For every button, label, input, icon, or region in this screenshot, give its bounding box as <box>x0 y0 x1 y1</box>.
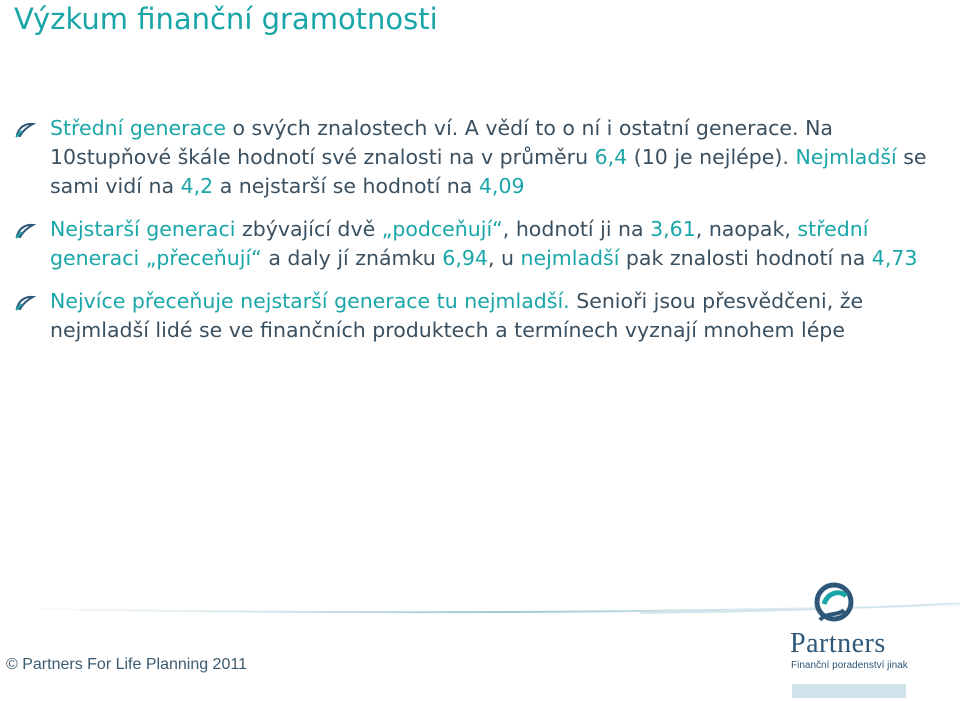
leaf-bullet-icon <box>14 119 36 139</box>
text-segment: a daly jí známku <box>261 246 443 270</box>
text-segment: střední generaci „přeceňují“ <box>50 217 869 270</box>
text-segment: a nejstarší se hodnotí na <box>213 174 479 198</box>
text-segment: 4,09 <box>478 174 525 198</box>
text-segment: (10 je nejlépe). <box>627 145 796 169</box>
text-segment: 6,94 <box>442 246 488 270</box>
text-segment: 4,73 <box>871 246 918 270</box>
text-segment: nejmladší <box>520 246 620 270</box>
text-segment: o svých znalostech ví. A vědí to o ní i ostatní generace. Na 10stupňové škále hodnotí své znalosti na v průměru <box>50 116 833 169</box>
text-segment: Nejvíce přeceňuje nejstarší generace tu nejmladší. <box>50 289 570 313</box>
text-segment: 6,4 <box>594 145 628 169</box>
text-segment: 4,2 <box>180 174 214 198</box>
footer-copyright: © Partners For Life Planning 2011 <box>6 656 247 673</box>
text-segment: „podceňují“ <box>381 217 503 241</box>
text-segment: , hodnotí ji na <box>502 217 651 241</box>
text-segment: Střední generace <box>50 116 226 140</box>
text-segment: zbývající dvě <box>235 217 382 241</box>
slide-title: Výzkum finanční gramotnosti <box>14 2 438 36</box>
text-segment: Nejstarší generaci <box>50 217 236 241</box>
leaf-bullet-icon <box>14 292 36 312</box>
text-segment: pak znalosti hodnotí na <box>619 246 872 270</box>
footer-accent-bar <box>792 684 906 698</box>
text-segment: , naopak, <box>695 217 798 241</box>
logo-tagline: Finanční poradenství jinak <box>791 660 908 671</box>
bullet-list <box>14 114 944 359</box>
bullet-item <box>14 114 944 201</box>
leaf-bullet-icon <box>14 220 36 240</box>
text-segment: , u <box>487 246 521 270</box>
text-segment: se sami vidí na <box>50 145 927 198</box>
text-segment: Senioři jsou přesvědčeni, že nejmladší lidé se ve finančních produktech a termínech vyznají mnohem lépe <box>50 289 864 342</box>
bullet-text <box>50 116 927 198</box>
text-segment: 3,61 <box>650 217 696 241</box>
bullet-item <box>14 215 944 273</box>
bullet-text <box>50 289 863 342</box>
bullet-item <box>14 287 944 345</box>
text-segment: Nejmladší <box>795 145 897 169</box>
bullet-text <box>50 217 917 270</box>
logo-wordmark: Partners <box>790 628 886 659</box>
